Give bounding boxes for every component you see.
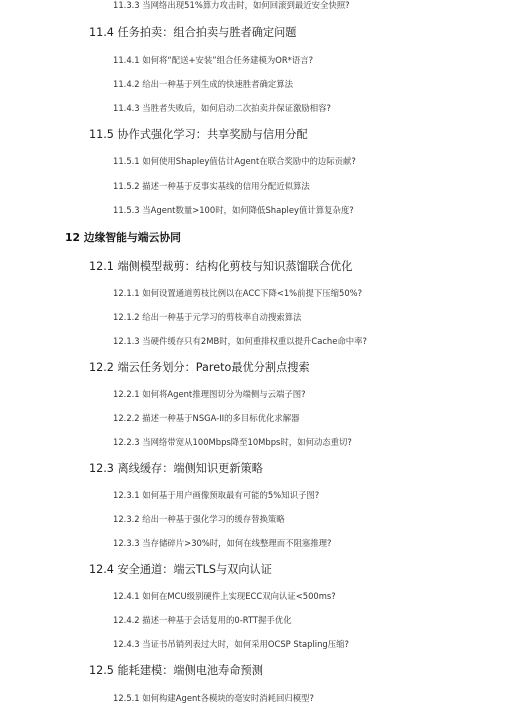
toc-question-item: 11.5.2 描述一种基于反事实基线的信用分配近似算法 (113, 181, 310, 191)
toc-question-item: 11.5.1 如何使用Shapley值估计Agent在联合奖励中的边际贡献? (113, 156, 356, 166)
toc-section-heading: 12.2 端云任务划分：Pareto最优分割点搜索 (89, 361, 310, 374)
toc-question-item: 12.2.3 当网络带宽从100Mbps降至10Mbps时，如何动态重切? (113, 437, 352, 447)
toc-question-item: 11.3.3 当网络出现51%算力攻击时，如何回滚到最近安全快照? (113, 0, 350, 10)
toc-question-item: 12.5.1 如何构建Agent各模块的毫安时消耗回归模型? (113, 693, 314, 703)
toc-question-item: 12.2.1 如何将Agent推理图切分为端侧与云端子图? (113, 389, 306, 399)
toc-section-heading: 12.3 离线缓存：端侧知识更新策略 (89, 462, 263, 475)
toc-question-item: 12.1.1 如何设置通道剪枝比例以在ACC下降<1%前提下压缩50%? (113, 288, 363, 298)
toc-question-item: 11.4.1 如何将“配送+安装”组合任务建模为OR*语言? (113, 55, 314, 65)
toc-section-heading: 11.4 任务拍卖：组合拍卖与胜者确定问题 (89, 26, 297, 39)
toc-chapter-heading: 12 边缘智能与端云协同 (65, 231, 181, 244)
toc-section-heading: 11.5 协作式强化学习：共享奖励与信用分配 (89, 128, 308, 141)
toc-question-item: 12.2.2 描述一种基于NSGA-II的多目标优化求解器 (113, 413, 300, 423)
toc-question-item: 12.3.2 给出一种基于强化学习的缓存替换策略 (113, 514, 285, 524)
toc-section-heading: 12.1 端侧模型裁剪：结构化剪枝与知识蒸馏联合优化 (89, 260, 353, 273)
toc-question-item: 12.3.3 当存储碎片>30%时，如何在线整理而不阻塞推理? (113, 538, 332, 548)
toc-section-heading: 12.5 能耗建模：端侧电池寿命预测 (89, 664, 263, 677)
toc-question-item: 12.4.3 当证书吊销列表过大时，如何采用OCSP Stapling压缩? (113, 639, 349, 649)
toc-question-item: 12.1.3 当硬件缓存只有2MB时，如何重排权重以提升Cache命中率? (113, 336, 367, 346)
toc-question-item: 11.4.2 给出一种基于列生成的快速胜者确定算法 (113, 79, 294, 89)
toc-section-heading: 12.4 安全通道：端云TLS与双向认证 (89, 563, 272, 576)
toc-question-item: 11.5.3 当Agent数量>100时，如何降低Shapley值计算复杂度? (113, 205, 354, 215)
toc-question-item: 12.1.2 给出一种基于元学习的剪枝率自动搜索算法 (113, 312, 302, 322)
toc-question-item: 12.3.1 如何基于用户画像预取最有可能的5%知识子图? (113, 490, 320, 500)
toc-question-item: 12.4.2 描述一种基于会话复用的0-RTT握手优化 (113, 615, 292, 625)
toc-question-item: 12.4.1 如何在MCU级别硬件上实现ECC双向认证<500ms? (113, 591, 336, 601)
toc-question-item: 11.4.3 当胜者失败后，如何启动二次拍卖并保证激励相容? (113, 103, 331, 113)
